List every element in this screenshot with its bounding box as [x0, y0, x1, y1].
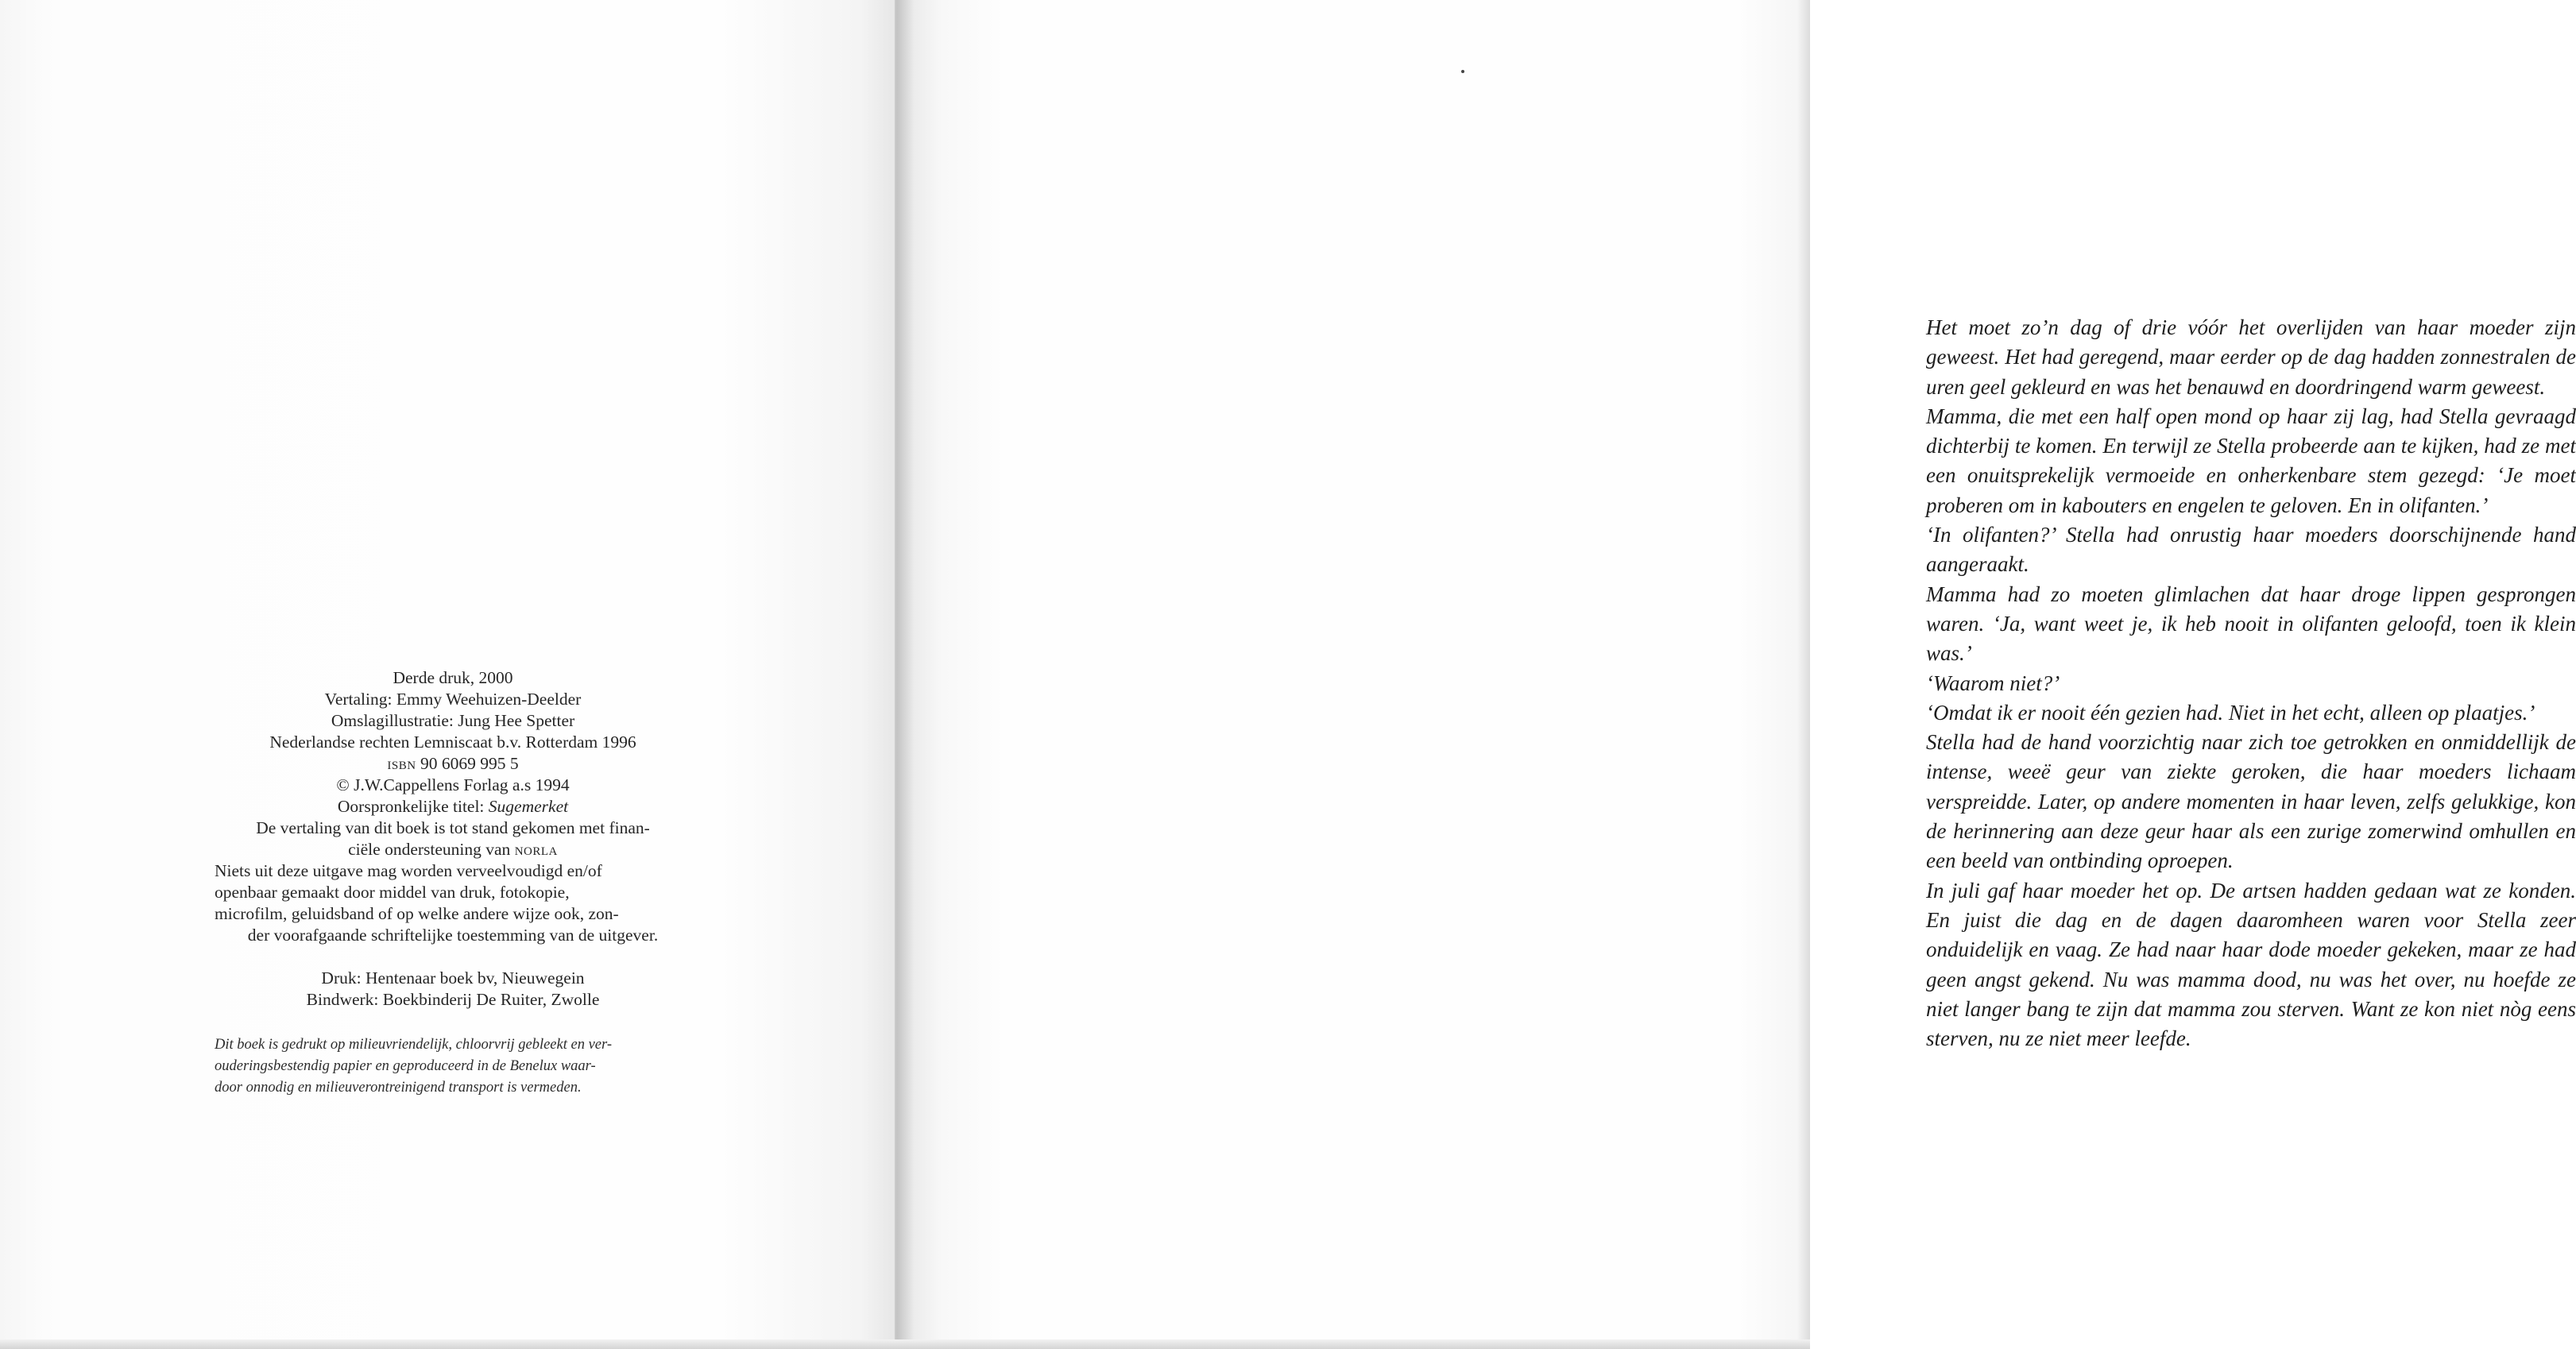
support-line-1: De vertaling van dit boek is tot stand gekomen met finan-: [256, 818, 650, 837]
story-paragraph-3: ‘In olifanten?’ Stella had onrustig haar moeders doorschijnende hand aangeraakt.: [1926, 523, 2576, 577]
translation-credit: Vertaling: Emmy Weehuizen-Deelder: [324, 690, 582, 709]
edition-line: Derde druk, 2000: [393, 668, 513, 687]
gutter-shadow: [896, 0, 914, 1349]
copyright-line: © J.W.Cappellens Forlag a.s 1994: [336, 775, 570, 794]
legal-line-4: der voorafgaande schriftelijke toestemming van de uitgever.: [247, 926, 659, 945]
original-title-line: [215, 796, 691, 818]
isbn-label: isbn: [387, 754, 416, 773]
page-edge-right: [1797, 0, 1810, 1349]
story-paragraph-1: Het moet zo’n dag of drie vóór het overlijden van haar moeder zijn geweest. Het had geregend, maar eerder op de dag hadden zonnestralen de uren geel gekleurd en was het benauwd en doordringend warm geweest.: [1926, 315, 2576, 399]
support-line-2: [215, 839, 691, 860]
legal-line-1: Niets uit deze uitgave mag worden verveelvoudigd en/of: [215, 861, 602, 880]
story-text: [1926, 313, 2576, 1053]
page-edge-bottom: [0, 1339, 1810, 1349]
left-page: [0, 0, 896, 1349]
story-paragraph-8: In juli gaf haar moeder het op. De artsen hadden gedaan wat ze konden. En juist die dag en de dagen daaromheen waren voor Stella zeer onduidelijk en vaag. Ze had naar haar dode moeder gekeken, maar ze had geen angst gekend. Nu was mamma dood, nu was het over, nu hoefde ze niet langer bang te zijn dat mamma zou sterven. Want ze kon niet nòg eens sterven, nu ze niet meer leefde.: [1926, 878, 2576, 1051]
binder-line: Bindwerk: Boekbinderij De Ruiter, Zwolle: [306, 990, 600, 1009]
legal-line-3: microfilm, geluidsband of op welke andere wijze ook, zon-: [215, 904, 619, 923]
eco-note-line-1: Dit boek is gedrukt op milieuvriendelijk, chloorvrij gebleekt en ver-: [215, 1037, 612, 1053]
story-paragraph-6: ‘Omdat ik er nooit één gezien had. Niet in het echt, alleen op plaatjes.’: [1926, 700, 2535, 725]
colophon: [215, 667, 691, 1099]
story-paragraph-5: ‘Waarom niet?’: [1926, 671, 2060, 695]
support-org: norla: [514, 840, 558, 859]
original-title-label: Oorspronkelijke titel:: [337, 797, 485, 816]
support-text: ciële ondersteuning van: [348, 840, 511, 859]
legal-line-2: openbaar gemaakt door middel van druk, fotokopie,: [215, 883, 570, 902]
isbn-number: 90 6069 995 5: [420, 754, 519, 773]
eco-note-line-3: door onnodig en milieuverontreinigend transport is vermeden.: [215, 1080, 582, 1096]
original-title: Sugemerket: [488, 797, 569, 816]
printer-line: Druk: Hentenaar boek bv, Nieuwegein: [321, 968, 585, 988]
eco-note-line-2: ouderingsbestendig papier en geproduceerd in de Benelux waar-: [215, 1058, 596, 1074]
isbn-line: [215, 753, 691, 775]
story-paragraph-4: Mamma had zo moeten glimlachen dat haar droge lippen gesprongen waren. ‘Ja, want weet je, ik heb nooit in olifanten geloofd, toen ik klein was.’: [1926, 582, 2576, 666]
cover-credit: Omslagillustratie: Jung Hee Spetter: [331, 711, 575, 730]
right-page: [896, 0, 2576, 1349]
dust-speck: [1461, 70, 1464, 73]
story-paragraph-7: Stella had de hand voorzichtig naar zich toe getrokken en onmiddellijk de intense, weeë geur van ziekte geroken, die haar moeders lichaam verspreidde. Later, op andere momenten in haar leven, zelfs gelukkige, kon de herinnering aan deze geur haar als een zurige zomerwind omhullen en een beeld van ontbinding oproepen.: [1926, 730, 2576, 873]
rights-line: Nederlandse rechten Lemniscaat b.v. Rotterdam 1996: [269, 732, 636, 752]
story-paragraph-2: Mamma, die met een half open mond op haar zij lag, had Stella gevraagd dichterbij te komen. En terwijl ze Stella probeerde aan te kijken, had ze met een onuitsprekelijk vermoeide en onherkenbare stem gezegd: ‘Je moet proberen om in kabouters en engelen te geloven. En in olifanten.’: [1926, 404, 2576, 517]
